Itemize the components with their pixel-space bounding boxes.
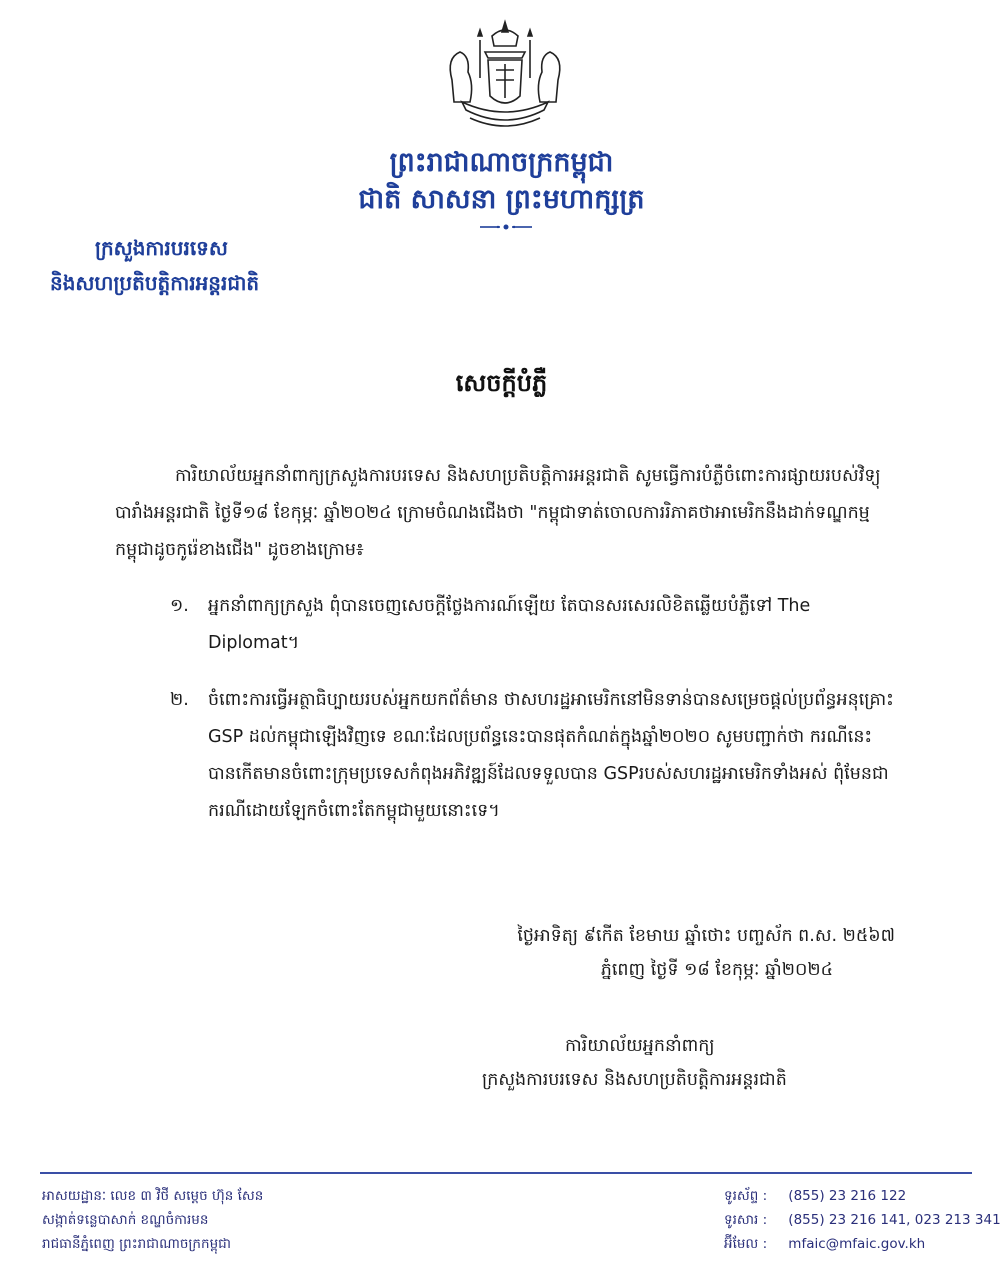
signature-ministry: ក្រសួងការបរទេស និងសហប្រតិបត្តិការអន្តរជាតិ bbox=[482, 1070, 787, 1090]
list-item bbox=[170, 682, 895, 830]
document-title: សេចក្តីបំភ្លឺ bbox=[455, 369, 548, 397]
fax-label: ទូរសារ : bbox=[724, 1212, 768, 1228]
national-motto-line: ជាតិ សាសនា ព្រះមហាក្សត្រ bbox=[358, 184, 645, 215]
footer-contacts bbox=[724, 1184, 1001, 1256]
list-item bbox=[170, 588, 895, 662]
footer-divider bbox=[40, 1172, 972, 1174]
intro-text: ការិយាល័យអ្នកនាំពាក្យក្រសួងការបរទេស និងសហប្រតិបត្តិការអន្តរជាតិ សូមធ្វើការបំភ្លឺចំពោះការផ្សាយរបស់វិទ្យុបារាំងអន្តរជាតិ ថ្ងៃទី១៨ ខែកុម្ភៈ ឆ្នាំ២០២៤ ក្រោមចំណងជើងថា "កម្ពុជាទាត់ចោលការរិភាគថាអាមេរិកនឹងដាក់ទណ្ឌកម្មកម្ពុជាដូចកូរ៉េខាងជើង" ដូចខាងក្រោម៖ bbox=[115, 466, 881, 560]
phone-row bbox=[724, 1184, 1001, 1208]
fax-value: (855) 23 216 141, 023 213 341 bbox=[788, 1212, 1001, 1228]
list-item-number: ២. bbox=[170, 690, 189, 710]
list-item-text: ចំពោះការធ្វើអត្ថាធិប្បាយរបស់អ្នកយកព័ត៌មាន ថាសហរដ្ឋអាមេរិកនៅមិនទាន់បានសម្រេចផ្តល់ប្រព័ន្ធអនុគ្រោះ GSP ដល់កម្ពុជាឡើងវិញទេ ខណៈដែលប្រព័ន្ធនេះបានផុតកំណត់ក្នុងឆ្នាំ២០២០ សូមបញ្ជាក់ថា ករណីនេះបានកើតមានចំពោះក្រុមប្រទេសកំពុងអភិវឌ្ឍន៍ដែលទទួលបាន GSPរបស់សហរដ្ឋអាមេរិកទាំងអស់ ពុំមែនជាករណីដោយឡែកចំពោះតែកម្ពុជាមួយនោះទេ។ bbox=[208, 690, 894, 821]
list-item-number: ១. bbox=[170, 596, 189, 616]
phone-label: ទូរស័ព្ទ : bbox=[724, 1188, 768, 1204]
signature-office: ការិយាល័យអ្នកនាំពាក្យ bbox=[565, 1036, 715, 1056]
address-line: រាជធានីភ្នំពេញ ព្រះរាជាណាចក្រកម្ពុជា bbox=[42, 1236, 231, 1252]
email-link[interactable]: mfaic@mfaic.gov.kh bbox=[788, 1236, 926, 1252]
address-line: សង្កាត់ទន្លេបាសាក់ ខណ្ឌចំការមន bbox=[42, 1212, 209, 1228]
royal-coat-of-arms-emblem bbox=[440, 18, 570, 138]
list-item-text: អ្នកនាំពាក្យក្រសួង ពុំបានចេញសេចក្តីថ្លែងការណ៍ឡើយ តែបានសរសេរលិខិតឆ្លើយបំភ្លឺទៅ The Diplomat។ bbox=[208, 596, 811, 653]
ministry-name-line1: ក្រសួងការបរទេស bbox=[95, 236, 228, 260]
lunar-date: ថ្ងៃអាទិត្យ ៩កើត ខែមាឃ ឆ្នាំថោះ បញ្ចស័ក ព.ស. ២៥៦៧ bbox=[517, 926, 895, 946]
phone-value: (855) 23 216 122 bbox=[788, 1188, 907, 1204]
ornament-divider-icon bbox=[476, 222, 536, 232]
intro-paragraph bbox=[115, 458, 895, 569]
email-row bbox=[724, 1232, 1001, 1256]
kingdom-name-line: ព្រះរាជាណាចក្រកម្ពុជា bbox=[389, 147, 614, 178]
footer-address bbox=[42, 1184, 263, 1256]
ministry-name-line2: និងសហប្រតិបត្តិការអន្តរជាតិ bbox=[50, 271, 260, 295]
address-line: អាសយដ្ឋានៈ លេខ ៣ វិថី សម្តេច ហ៊ុន សែន bbox=[42, 1188, 264, 1204]
email-label: អ៊ីមែល : bbox=[724, 1236, 768, 1252]
fax-row bbox=[724, 1208, 1001, 1232]
solar-date: ភ្នំពេញ ថ្ងៃទី ១៨ ខែកុម្ភៈ ឆ្នាំ២០២៤ bbox=[600, 960, 833, 980]
